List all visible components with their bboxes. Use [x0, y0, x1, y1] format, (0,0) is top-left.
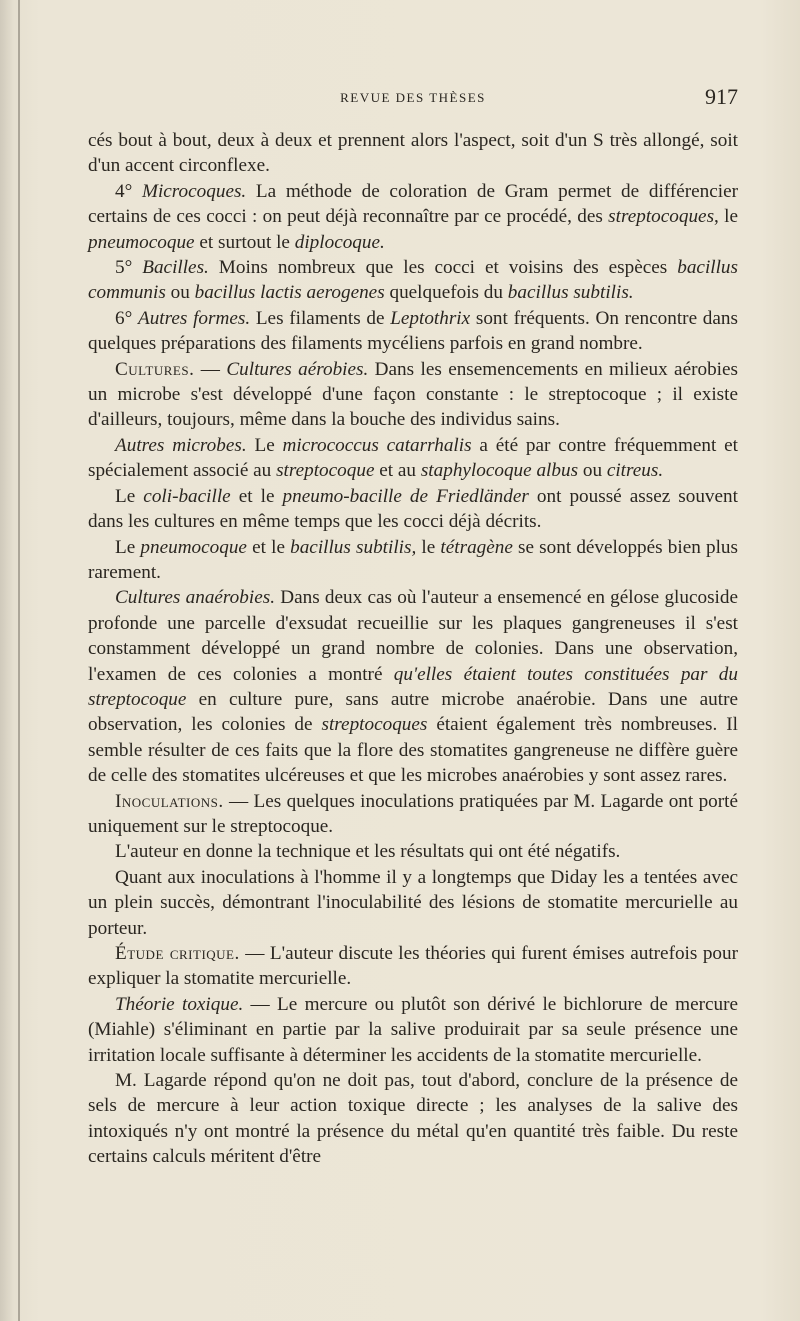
- paragraph-p4: [88, 306, 738, 357]
- italic-run: bacillus subtilis,: [290, 536, 417, 558]
- italic-run: Cultures anaérobies.: [115, 587, 275, 609]
- text-run: Dans les ensemencements en milieux aérobies un microbe s'est développé d'une façon constante : le streptocoque ; il existe d'ailleurs, toujours, même dans la bouche des individus sains.: [88, 358, 738, 431]
- text-run: — Les quelques inoculations pratiquées par M. Lagarde ont porté uniquement sur le streptocoque.: [88, 790, 738, 837]
- text-run: Le: [115, 536, 141, 558]
- text-run: ou: [578, 460, 607, 482]
- italic-run: micrococcus catarrhalis: [282, 434, 472, 456]
- text-run: et le: [246, 536, 291, 558]
- text-run: et au: [374, 460, 421, 482]
- text-run: Le: [115, 485, 144, 507]
- paragraph-p15: [88, 1068, 738, 1170]
- section-heading: Étude critique.: [115, 943, 240, 964]
- paragraph-p14: [88, 992, 738, 1068]
- text-run: Dans deux cas où l'auteur a ensemencé en gélose glucoside profonde une parcelle d'exsudat recueillie sur les plaques gangreneuses il s'est constamment développé un grand nombre de colonies. Dans une observation, l'examen de ces colonies a montré: [88, 587, 738, 685]
- page-header: [88, 84, 738, 112]
- italic-run: pneumocoque: [88, 231, 195, 253]
- italic-run: bacillus communis: [88, 257, 738, 304]
- text-run: M. Lagarde répond qu'on ne doit pas, tout d'abord, conclure de la présence de sels de mercure à leur action toxique directe ; les analyses de la salive des intoxiqués n'y ont montré la présence du métal qu'en quantité très faible. Du reste certains calculs méritent d'être: [88, 1070, 738, 1168]
- text-run: étaient également très nombreuses. Il semble résulter de ces faits que la flore des stomatites gangreneuse ne diffère guère de celle des stomatites ulcéreuses et que les microbes anaérobies y sont assez rares.: [88, 714, 738, 787]
- text-run: Moins nombreux que les cocci et voisins des espèces: [208, 257, 678, 279]
- paragraph-p9: [88, 585, 738, 788]
- italic-run: pneumo-bacille de Friedländer: [282, 485, 529, 507]
- italic-run: Autres formes.: [137, 307, 251, 329]
- italic-run: tétragène: [440, 536, 513, 558]
- italic-run: Leptothrix: [390, 307, 471, 329]
- text-run: —: [194, 358, 227, 380]
- paragraph-p8: [88, 535, 738, 586]
- page-binding-edge: [18, 0, 20, 1321]
- text-run: — L'auteur discute les théories qui furent émises autrefois pour expliquer la stomatite mercurielle.: [88, 943, 738, 990]
- text-run: a été par contre fréquemment et spécialement associé au: [88, 434, 738, 482]
- italic-run: staphylocoque albus: [420, 460, 579, 482]
- text-run: ont poussé assez souvent dans les cultures en même temps que les cocci déjà décrits.: [88, 485, 738, 533]
- paragraph-p6: [88, 433, 738, 484]
- paragraph-p12: [88, 865, 738, 941]
- body-text: [88, 128, 738, 1170]
- italic-run: Cultures aérobies.: [226, 358, 369, 380]
- paragraph-p5: [88, 357, 738, 433]
- italic-run: Bacilles.: [142, 257, 209, 279]
- text-run: se sont développés bien plus rarement.: [88, 536, 738, 583]
- paragraph-p11: [88, 839, 738, 864]
- italic-run: diplocoque.: [294, 231, 385, 253]
- section-heading: Inoculations.: [115, 790, 224, 812]
- paragraph-p2: [88, 179, 738, 255]
- running-title: REVUE DES THÈSES: [340, 90, 486, 105]
- italic-run: Microcoques.: [141, 180, 247, 202]
- text-run: 5°: [115, 257, 143, 279]
- paragraph-p13: [88, 941, 738, 992]
- italic-run: Autres microbes.: [115, 434, 247, 456]
- paragraph-p10: [88, 789, 738, 840]
- italic-run: streptocoques: [608, 206, 715, 228]
- text-run: 4°: [115, 180, 142, 202]
- paragraph-p1: [88, 128, 738, 179]
- page-number: 917: [705, 84, 738, 109]
- text-run: ou: [165, 282, 195, 304]
- italic-run: citreus.: [606, 460, 664, 482]
- italic-run: Théorie toxique.: [115, 993, 244, 1015]
- paragraph-p7: [88, 484, 738, 535]
- text-run: , le: [714, 206, 738, 228]
- italic-run: coli-bacille: [143, 485, 231, 507]
- text-run: Le: [246, 434, 283, 456]
- text-run: et surtout le: [194, 231, 295, 253]
- text-run: en culture pure, sans autre microbe anaérobie. Dans une autre observation, les colonies de: [88, 688, 738, 736]
- italic-run: bacillus subtilis.: [507, 282, 634, 304]
- text-run: 6°: [115, 307, 138, 329]
- text-run: sont fréquents. On rencontre dans quelques préparations des filaments mycéliens parfois en grand nombre.: [88, 307, 738, 355]
- italic-run: qu'elles étaient toutes constituées par du streptocoque: [88, 663, 738, 710]
- section-heading: Cultures.: [115, 358, 195, 380]
- italic-run: streptocoque: [276, 460, 375, 482]
- text-run: le: [416, 536, 441, 558]
- text-run: et le: [230, 485, 283, 507]
- text-run: quelquefois du: [384, 282, 508, 304]
- text-run: Quant aux inoculations à l'homme il y a longtemps que Diday les a tentées avec un plein succès, démontrant l'inoculabilité des lésions de stomatite mercurielle au porteur.: [88, 866, 738, 939]
- text-run: cés bout à bout, deux à deux et prennent alors l'aspect, soit d'un S très allongé, soit d'un accent circonflexe.: [88, 130, 738, 177]
- italic-run: pneumocoque: [140, 536, 247, 558]
- text-run: L'auteur en donne la technique et les résultats qui ont été négatifs.: [115, 841, 621, 863]
- text-run: — Le mercure ou plutôt son dérivé le bichlorure de mercure (Miahle) s'éliminant en partie par la salive produirait par sa seule présence une irritation locale suffisante à déterminer les accidents de la stomatite mercurielle.: [88, 993, 738, 1066]
- text-run: La méthode de coloration de Gram permet de différencier certains de ces cocci : on peut déjà reconnaître par ce procédé, des: [88, 180, 738, 228]
- italic-run: streptocoques: [321, 714, 428, 736]
- text-run: Les filaments de: [250, 307, 391, 329]
- paragraph-p3: [88, 255, 738, 306]
- italic-run: bacillus lactis aerogenes: [194, 282, 385, 304]
